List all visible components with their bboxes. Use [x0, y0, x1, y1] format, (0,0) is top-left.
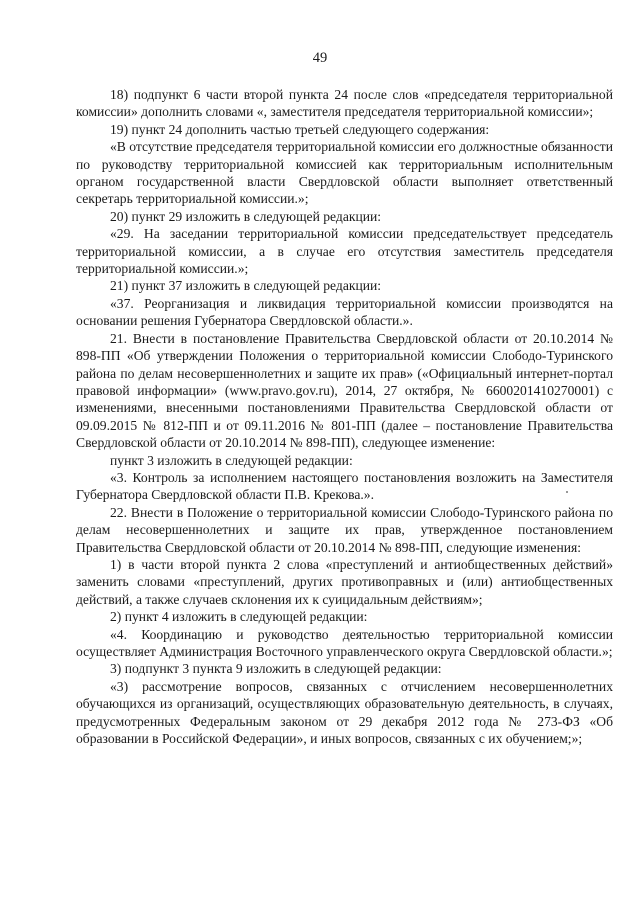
paragraph-section-21-point: пункт 3 изложить в следующей редакции:: [110, 452, 353, 468]
paragraph-section-21: 21. Внести в постановление Правительства Свердловской области от 20.10.2014 № 898-ПП «Об утверждении Положения о территориальной комиссии Слободо-Туринского района по делам несовершеннолетних и защите их прав» («Официальный интернет-портал правовой информации» (www.pravo.gov.ru), 2014, 27 октября, № 6600201410270001) с изменениями, внесенными постановлениями Правительства Свердловской области от 09.09.2015 № 812-ПП и от 09.11.2016 № 801-ПП (далее – постановление Правительства Свердловской области от 20.10.2014 № 898-ПП), следующее изменение:: [76, 330, 613, 451]
paragraph-item-21: 21) пункт 37 изложить в следующей редакции:: [110, 278, 382, 294]
paragraph-section-22-item-3-quote: «3) рассмотрение вопросов, связанных с отчислением несовершеннолетних обучающихся из организаций, осуществляющих образовательную деятельность, в случаях, предусмотренных Федеральным законом от 29 декабря 2012 года № 273-ФЗ «Об образовании в Российской Федерации», и иных вопросов, связанных с их обучением;»;: [76, 678, 613, 747]
paragraph-section-22: 22. Внести в Положение о территориальной комиссии Слободо-Туринского района по делам несовершеннолетних и защите их прав, утвержденное постановлением Правительства Свердловской области от 20.10.2014 № 898-ПП, следующие изменения:: [76, 504, 613, 555]
paragraph-section-22-item-1: 1) в части второй пункта 2 слова «преступлений и антиобщественных действий» заменить словами «преступлений, других противоправных и (или) антиобщественных действий, а также случаев склонения их к суицидальным действиям»;: [76, 556, 613, 607]
paragraph-section-22-item-3: 3) подпункт 3 пункта 9 изложить в следующей редакции:: [110, 661, 442, 677]
paragraph-section-22-item-2-quote: «4. Координацию и руководство деятельностью территориальной комиссии осуществляет Администрация Восточного управленческого округа Свердловской области.»;: [76, 626, 613, 659]
paragraph-quote-item-21: «37. Реорганизация и ликвидация территориальной комиссии производятся на основании решения Губернатора Свердловской области.».: [76, 295, 613, 329]
paragraph-quote-item-20: «29. На заседании территориальной комиссии председательствует председатель территориальной комиссии, а в случае его отсутствия заместитель председателя территориальной комиссии.»;: [76, 226, 613, 277]
page-number: 49: [312, 50, 328, 66]
paragraph-section-22-item-2: 2) пункт 4 изложить в следующей редакции:: [110, 609, 368, 625]
paragraph-item-18: 18) подпункт 6 части второй пункта 24 после слов «председателя территориальной комиссии» дополнить словами «, заместителя председателя территориальной комиссии»;: [76, 87, 613, 120]
paragraph-quote-item-19: «В отсутствие председателя территориальной комиссии его должностные обязанности по руководству территориальной комиссией как территориальным исполнительным органом государственной власти Свердловской области выполняет ответственный секретарь территориальной комиссии.»;: [76, 139, 613, 207]
paragraph-section-21-quote: «3. Контроль за исполнением настоящего постановления возложить на Заместителя Губернатора Свердловской области П.В. Крекова.».: [76, 469, 613, 503]
document-body: [76, 86, 613, 747]
scan-speck: [566, 491, 568, 493]
paragraph-item-20: 20) пункт 29 изложить в следующей редакции:: [110, 208, 382, 224]
paragraph-item-19: 19) пункт 24 дополнить частью третьей следующего содержания:: [110, 121, 490, 137]
